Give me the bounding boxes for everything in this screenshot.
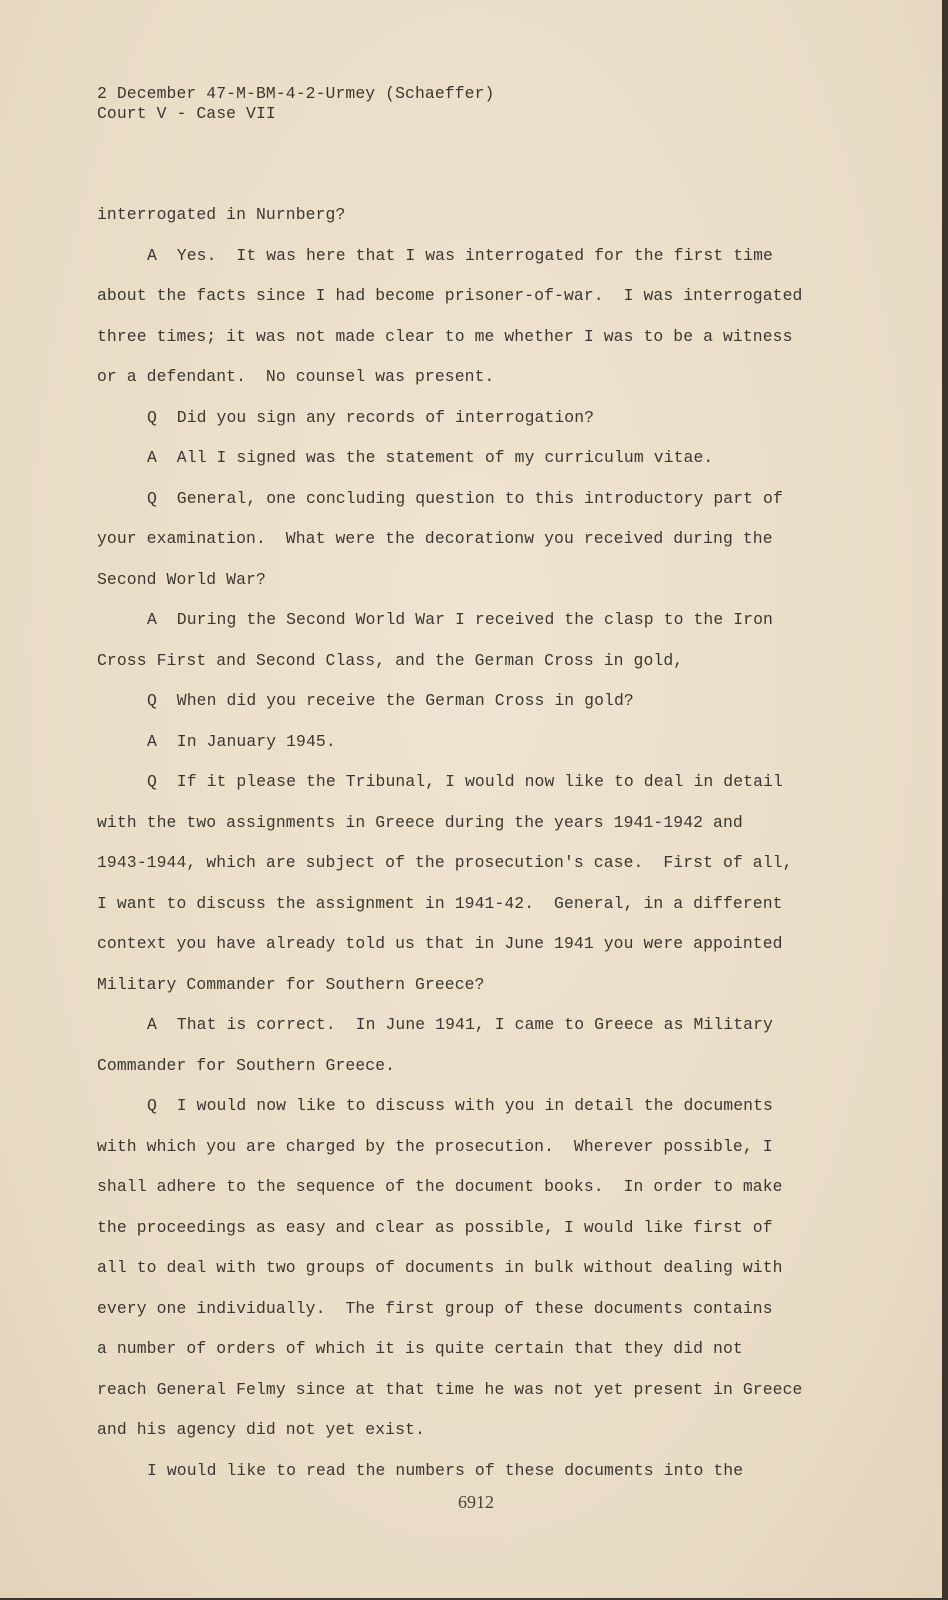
- text-line: A Yes. It was here that I was interrogated for the first time: [147, 245, 773, 265]
- text-line: with the two assignments in Greece during the years 1941-1942 and: [97, 812, 743, 832]
- text-line: three times; it was not made clear to me whether I was to be a witness: [97, 326, 793, 346]
- text-line: shall adhere to the sequence of the document books. In order to make: [97, 1177, 783, 1196]
- text-line: Q When did you receive the German Cross in gold?: [147, 691, 634, 710]
- text-line: interrogated in Nurnberg?: [97, 205, 346, 224]
- text-line: your examination. What were the decorationw you received during the: [97, 529, 773, 548]
- text-line: Commander for Southern Greece.: [97, 1055, 396, 1075]
- text-line: context you have already told us that in June 1941 you were appointed: [97, 934, 783, 953]
- text-line: every one individually. The first group of these documents contains: [97, 1298, 773, 1318]
- text-line: or a defendant. No counsel was present.: [97, 367, 495, 386]
- text-line: A All I signed was the statement of my curriculum vitae.: [147, 448, 714, 467]
- header-line-1: 2 December 47-M-BM-4-2-Urmey (Schaeffer): [97, 84, 495, 103]
- text-line: about the facts since I had become prisoner-of-war. I was interrogated: [97, 286, 803, 305]
- text-line: Q General, one concluding question to this introductory part of: [147, 488, 783, 508]
- text-line: a number of orders of which it is quite certain that they did not: [97, 1339, 743, 1358]
- text-line: Q I would now like to discuss with you in detail the documents: [147, 1096, 773, 1115]
- text-line: all to deal with two groups of documents in bulk without dealing with: [97, 1258, 783, 1277]
- text-line: Q Did you sign any records of interrogation?: [147, 407, 595, 427]
- text-line: reach General Felmy since at that time he was not yet present in Greece: [97, 1379, 803, 1399]
- text-line: Second World War?: [97, 569, 266, 589]
- text-line: I want to discuss the assignment in 1941-42. General, in a different: [97, 893, 783, 913]
- text-line: A That is correct. In June 1941, I came to Greece as Military: [147, 1015, 773, 1034]
- page-number: 6912: [458, 1492, 494, 1512]
- header-line-2: Court V - Case VII: [97, 104, 276, 123]
- text-line: A In January 1945.: [147, 731, 336, 751]
- text-line: Military Commander for Southern Greece?: [97, 974, 485, 994]
- text-line: the proceedings as easy and clear as possible, I would like first of: [97, 1217, 773, 1237]
- text-line: 1943-1944, which are subject of the prosecution's case. First of all,: [97, 853, 793, 872]
- text-line: I would like to read the numbers of these documents into the: [147, 1460, 744, 1480]
- text-line: Cross First and Second Class, and the German Cross in gold,: [97, 650, 684, 670]
- text-line: A During the Second World War I received the clasp to the Iron: [147, 610, 773, 629]
- text-line: Q If it please the Tribunal, I would now like to deal in detail: [147, 772, 783, 791]
- text-line: and his agency did not yet exist.: [97, 1420, 425, 1439]
- text-line: with which you are charged by the prosecution. Wherever possible, I: [97, 1136, 773, 1156]
